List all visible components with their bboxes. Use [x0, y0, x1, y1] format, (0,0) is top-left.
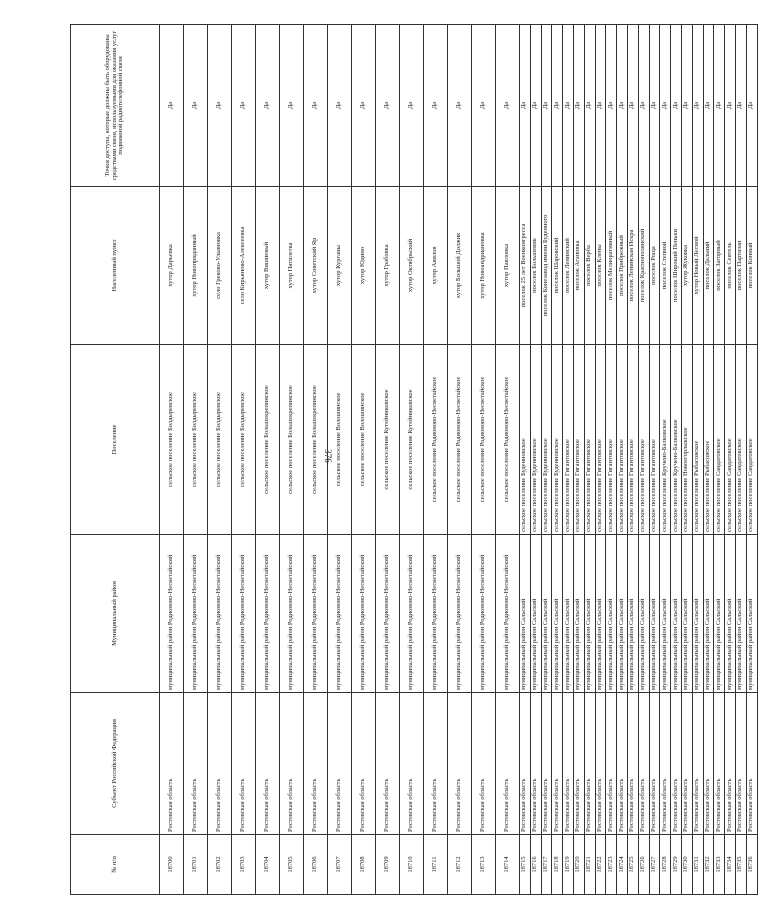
cell-locality: поселок Прибрежный — [617, 187, 628, 345]
table-row — [725, 25, 736, 895]
cell-settlement: сельское поселение Родионово-Несветайское — [472, 345, 496, 535]
table-row — [400, 25, 424, 895]
cell-subject: Ростовская область — [328, 693, 352, 835]
cell-subject: Ростовская область — [584, 693, 595, 835]
table-row — [595, 25, 606, 895]
cell-settlement: сельское поселение Болдыревское — [208, 345, 232, 535]
cell-district: муниципальный район Сальский — [606, 535, 617, 693]
cell-access-point: Да — [573, 25, 584, 187]
table-row — [573, 25, 584, 895]
cell-locality: хутор Вишневый — [256, 187, 280, 345]
cell-settlement: сельское поселение Болдыревское — [184, 345, 208, 535]
cell-settlement: сельское поселение Гигантовское — [595, 345, 606, 535]
cell-access-point: Да — [530, 25, 541, 187]
cell-access-point: Да — [638, 25, 649, 187]
cell-access-point: Да — [714, 25, 725, 187]
cell-settlement: сельское поселение Буденновское — [520, 345, 531, 535]
cell-district: муниципальный район Сальский — [541, 535, 552, 693]
cell-locality: поселок Шаровский — [552, 187, 563, 345]
table-row — [280, 25, 304, 895]
cell-subject: Ростовская область — [649, 693, 660, 835]
header-subject: Субъект Российской Федерации — [71, 693, 160, 835]
cell-subject: Ростовская область — [617, 693, 628, 835]
cell-district: муниципальный район Родионово-Несветайский — [208, 535, 232, 693]
cell-number: 18701 — [184, 835, 208, 895]
cell-number: 18700 — [160, 835, 184, 895]
cell-access-point: Да — [681, 25, 692, 187]
cell-settlement: сельское поселение Гигантовское — [563, 345, 574, 535]
cell-district: муниципальный район Сальский — [573, 535, 584, 693]
cell-locality: хутор Большой Должик — [448, 187, 472, 345]
cell-settlement: сельское поселение Сандатовское — [725, 345, 736, 535]
cell-settlement: сельское поселение Кутейниковское — [376, 345, 400, 535]
cell-locality: поселок Загорный — [714, 187, 725, 345]
cell-subject: Ростовская область — [606, 693, 617, 835]
cell-locality: хутор Жуковка — [681, 187, 692, 345]
cell-access-point: Да — [735, 25, 746, 187]
cell-number: 18709 — [376, 835, 400, 895]
cell-district: муниципальный район Родионово-Несветайский — [184, 535, 208, 693]
cell-number: 18736 — [746, 835, 757, 895]
cell-district: муниципальный район Родионово-Несветайский — [232, 535, 256, 693]
cell-access-point: Да — [563, 25, 574, 187]
cell-locality: хутор Пятилетка — [280, 187, 304, 345]
cell-access-point: Да — [280, 25, 304, 187]
table-row — [328, 25, 352, 895]
cell-locality: поселок Ленинская Искра — [627, 187, 638, 345]
cell-locality: поселок Мелиоративный — [606, 187, 617, 345]
cell-access-point: Да — [725, 25, 736, 187]
cell-number: 18714 — [496, 835, 520, 895]
cell-locality: хутор Дарьевка — [160, 187, 184, 345]
cell-settlement: сельское поселение Кутейниковское — [400, 345, 424, 535]
cell-district: муниципальный район Сальский — [584, 535, 595, 693]
cell-access-point: Да — [606, 25, 617, 187]
cell-settlement: сельское поселение Гигантовское — [638, 345, 649, 535]
cell-access-point: Да — [617, 25, 628, 187]
cell-access-point: Да — [424, 25, 448, 187]
table-row — [256, 25, 280, 895]
cell-settlement: сельское поселение Болдыревское — [232, 345, 256, 535]
table-row — [671, 25, 682, 895]
table-row — [714, 25, 725, 895]
cell-settlement: сельское поселение Родионово-Несветайское — [448, 345, 472, 535]
cell-number: 18719 — [563, 835, 574, 895]
table-row — [563, 25, 574, 895]
table-row — [584, 25, 595, 895]
cell-settlement: сельское поселение Большекрепинское — [256, 345, 280, 535]
cell-locality: поселок 25 лет Военконгресса — [520, 187, 531, 345]
cell-number: 18729 — [671, 835, 682, 895]
cell-subject: Ростовская область — [160, 693, 184, 835]
table-row — [735, 25, 746, 895]
table-row — [649, 25, 660, 895]
cell-access-point: Да — [448, 25, 472, 187]
cell-subject: Ростовская область — [671, 693, 682, 835]
cell-district: муниципальный район Сальский — [735, 535, 746, 693]
cell-locality: хутор Авилов — [424, 187, 448, 345]
table-row — [681, 25, 692, 895]
table-row — [208, 25, 232, 895]
cell-district: муниципальный район Сальский — [681, 535, 692, 693]
cell-settlement: сельское поселение Гигантовское — [573, 345, 584, 535]
cell-access-point: Да — [160, 25, 184, 187]
header-number: № п/п — [71, 835, 160, 895]
cell-access-point: Да — [304, 25, 328, 187]
cell-settlement: сельское поселение Большекрепинское — [304, 345, 328, 535]
cell-locality: хутор Советский Яр — [304, 187, 328, 345]
cell-locality: хутор Курганы — [328, 187, 352, 345]
cell-settlement: сельское поселение Рыбасовское — [703, 345, 714, 535]
cell-subject: Ростовская область — [520, 693, 531, 835]
cell-subject: Ростовская область — [496, 693, 520, 835]
table-row — [541, 25, 552, 895]
cell-settlement: сельское поселение Буденновское — [541, 345, 552, 535]
cell-locality: поселок Степной — [660, 187, 671, 345]
cell-subject: Ростовская область — [376, 693, 400, 835]
cell-access-point: Да — [627, 25, 638, 187]
cell-access-point: Да — [552, 25, 563, 187]
cell-subject: Ростовская область — [280, 693, 304, 835]
cell-district: муниципальный район Сальский — [520, 535, 531, 693]
cell-district: муниципальный район Родионово-Несветайский — [448, 535, 472, 693]
cell-number: 18716 — [530, 835, 541, 895]
cell-locality: село Греково-Ульяновка — [208, 187, 232, 345]
cell-subject: Ростовская область — [530, 693, 541, 835]
cell-subject: Ростовская область — [692, 693, 703, 835]
table-row — [472, 25, 496, 895]
cell-subject: Ростовская область — [681, 693, 692, 835]
cell-district: муниципальный район Сальский — [638, 535, 649, 693]
cell-settlement: сельское поселение Родионово-Несветайское — [496, 345, 520, 535]
cell-access-point: Да — [703, 25, 714, 187]
cell-number: 18717 — [541, 835, 552, 895]
cell-access-point: Да — [496, 25, 520, 187]
cell-access-point: Да — [660, 25, 671, 187]
table-row — [232, 25, 256, 895]
table-row — [304, 25, 328, 895]
cell-district: муниципальный район Сальский — [692, 535, 703, 693]
cell-settlement: сельское поселение Гигантовское — [606, 345, 617, 535]
cell-locality: поселок Сеятель — [725, 187, 736, 345]
cell-locality: хутор Октябрьский — [400, 187, 424, 345]
cell-number: 18710 — [400, 835, 424, 895]
cell-number: 18726 — [638, 835, 649, 895]
table-row — [520, 25, 531, 895]
cell-number: 18705 — [280, 835, 304, 895]
cell-number: 18718 — [552, 835, 563, 895]
cell-number: 18723 — [606, 835, 617, 895]
cell-access-point: Да — [352, 25, 376, 187]
header-row — [71, 25, 160, 895]
cell-locality: хутор Новоприданный — [184, 187, 208, 345]
cell-number: 18708 — [352, 835, 376, 895]
cell-district: муниципальный район Сальский — [617, 535, 628, 693]
cell-subject: Ростовская область — [746, 693, 757, 835]
cell-settlement: сельское поселение Новоегорлыкское — [681, 345, 692, 535]
cell-number: 18734 — [725, 835, 736, 895]
table-row — [638, 25, 649, 895]
cell-subject: Ростовская область — [725, 693, 736, 835]
table-row — [617, 25, 628, 895]
cell-number: 18721 — [584, 835, 595, 895]
cell-access-point: Да — [595, 25, 606, 187]
cell-settlement: сельское поселение Волошинское — [328, 345, 352, 535]
cell-settlement: сельское поселение Кручено-Балковское — [671, 345, 682, 535]
cell-number: 18720 — [573, 835, 584, 895]
table-row — [703, 25, 714, 895]
cell-number: 18728 — [660, 835, 671, 895]
cell-subject: Ростовская область — [472, 693, 496, 835]
table-row — [448, 25, 472, 895]
cell-access-point: Да — [746, 25, 757, 187]
table-row — [692, 25, 703, 895]
cell-district: муниципальный район Сальский — [627, 535, 638, 693]
cell-settlement: сельское поселение Большекрепинское — [280, 345, 304, 535]
cell-district: муниципальный район Сальский — [530, 535, 541, 693]
cell-access-point: Да — [376, 25, 400, 187]
cell-locality: поселок Роща — [649, 187, 660, 345]
cell-subject: Ростовская область — [627, 693, 638, 835]
cell-locality: поселок Ленинский — [563, 187, 574, 345]
cell-locality: поселок Партизан — [735, 187, 746, 345]
cell-number: 18735 — [735, 835, 746, 895]
cell-number: 18731 — [692, 835, 703, 895]
cell-subject: Ростовская область — [424, 693, 448, 835]
cell-number: 18732 — [703, 835, 714, 895]
cell-district: муниципальный район Сальский — [671, 535, 682, 693]
cell-settlement: сельское поселение Буденновское — [552, 345, 563, 535]
cell-settlement: сельское поселение Сандатовское — [735, 345, 746, 535]
cell-locality: хутор Новый Лесной — [692, 187, 703, 345]
cell-number: 18702 — [208, 835, 232, 895]
cell-locality: поселок Клены — [595, 187, 606, 345]
cell-access-point: Да — [256, 25, 280, 187]
cell-subject: Ростовская область — [208, 693, 232, 835]
table-row — [160, 25, 184, 895]
cell-subject: Ростовская область — [552, 693, 563, 835]
cell-district: муниципальный район Сальский — [660, 535, 671, 693]
cell-locality: поселок Большевик — [530, 187, 541, 345]
cell-number: 18713 — [472, 835, 496, 895]
cell-access-point: Да — [328, 25, 352, 187]
cell-number: 18727 — [649, 835, 660, 895]
cell-subject: Ростовская область — [703, 693, 714, 835]
cell-district: муниципальный район Родионово-Несветайский — [400, 535, 424, 693]
cell-settlement: сельское поселение Болдыревское — [160, 345, 184, 535]
cell-access-point: Да — [649, 25, 660, 187]
cell-number: 18730 — [681, 835, 692, 895]
cell-number: 18724 — [617, 835, 628, 895]
cell-number: 18707 — [328, 835, 352, 895]
cell-number: 18725 — [627, 835, 638, 895]
cell-district: муниципальный район Сальский — [714, 535, 725, 693]
table-row — [606, 25, 617, 895]
table-body — [160, 25, 758, 895]
cell-district: муниципальный район Родионово-Несветайский — [280, 535, 304, 693]
cell-subject: Ростовская область — [638, 693, 649, 835]
cell-settlement: сельское поселение Волошинское — [352, 345, 376, 535]
cell-district: муниципальный район Сальский — [703, 535, 714, 693]
cell-subject: Ростовская область — [541, 693, 552, 835]
cell-number: 18711 — [424, 835, 448, 895]
table-row — [352, 25, 376, 895]
header-access-point: Точки доступа, которые должны быть оборудованы средствами связи, используемыми для оказания услуг подвижной радиотелефонной связи — [71, 25, 160, 187]
cell-access-point: Да — [208, 25, 232, 187]
cell-access-point: Да — [541, 25, 552, 187]
cell-locality: хутор Юдино — [352, 187, 376, 345]
cell-locality: село Кирьяново-Алексеевка — [232, 187, 256, 345]
cell-access-point: Да — [400, 25, 424, 187]
cell-subject: Ростовская область — [400, 693, 424, 835]
cell-access-point: Да — [232, 25, 256, 187]
cell-district: муниципальный район Родионово-Несветайский — [496, 535, 520, 693]
cell-number: 18733 — [714, 835, 725, 895]
page-number: 376 — [323, 449, 333, 463]
cell-subject: Ростовская область — [660, 693, 671, 835]
cell-settlement: сельское поселение Рыбасовское — [692, 345, 703, 535]
cell-locality: поселок Краснополянский — [638, 187, 649, 345]
cell-subject: Ростовская область — [352, 693, 376, 835]
cell-settlement: сельское поселение Кручено-Балковское — [660, 345, 671, 535]
cell-locality: поселок Дальний — [703, 187, 714, 345]
cell-district: муниципальный район Родионово-Несветайский — [376, 535, 400, 693]
cell-settlement: сельское поселение Буденновское — [530, 345, 541, 535]
cell-subject: Ростовская область — [232, 693, 256, 835]
cell-settlement: сельское поселение Гигантовское — [627, 345, 638, 535]
table-row — [552, 25, 563, 895]
cell-locality: поселок Верба — [584, 187, 595, 345]
cell-subject: Ростовская область — [256, 693, 280, 835]
cell-subject: Ростовская область — [304, 693, 328, 835]
table-row — [530, 25, 541, 895]
cell-access-point: Да — [520, 25, 531, 187]
cell-number: 18722 — [595, 835, 606, 895]
cell-district: муниципальный район Сальский — [595, 535, 606, 693]
table-row — [746, 25, 757, 895]
cell-district: муниципальный район Сальский — [725, 535, 736, 693]
cell-settlement: сельское поселение Гигантовское — [649, 345, 660, 535]
cell-settlement: сельское поселение Гигантовское — [584, 345, 595, 535]
cell-district: муниципальный район Родионово-Несветайский — [352, 535, 376, 693]
table-row — [660, 25, 671, 895]
cell-number: 18703 — [232, 835, 256, 895]
cell-access-point: Да — [584, 25, 595, 187]
table-row — [376, 25, 400, 895]
cell-subject: Ростовская область — [573, 693, 584, 835]
cell-district: муниципальный район Родионово-Несветайский — [256, 535, 280, 693]
cell-number: 18712 — [448, 835, 472, 895]
cell-subject: Ростовская область — [595, 693, 606, 835]
cell-district: муниципальный район Сальский — [746, 535, 757, 693]
cell-district: муниципальный район Сальский — [563, 535, 574, 693]
cell-subject: Ростовская область — [448, 693, 472, 835]
cell-district: муниципальный район Родионово-Несветайский — [160, 535, 184, 693]
header-settlement: Поселение — [71, 345, 160, 535]
cell-access-point: Да — [671, 25, 682, 187]
cell-subject: Ростовская область — [184, 693, 208, 835]
cell-locality: поселок Широкий Пеньки — [671, 187, 682, 345]
cell-locality: хутор Новоандриановка — [472, 187, 496, 345]
table-container — [70, 25, 755, 895]
header-district: Муниципальный район — [71, 535, 160, 693]
cell-subject: Ростовская область — [563, 693, 574, 835]
cell-district: муниципальный район Сальский — [552, 535, 563, 693]
cell-locality: хутор Грабовка — [376, 187, 400, 345]
cell-district: муниципальный район Родионово-Несветайский — [304, 535, 328, 693]
cell-district: муниципальный район Родионово-Несветайский — [472, 535, 496, 693]
cell-settlement: сельское поселение Сандатовское — [746, 345, 757, 535]
cell-settlement: сельское поселение Родионово-Несветайское — [424, 345, 448, 535]
table-row — [184, 25, 208, 895]
registry-table — [70, 24, 758, 895]
header-locality: Населенный пункт — [71, 187, 160, 345]
cell-access-point: Да — [692, 25, 703, 187]
table-row — [424, 25, 448, 895]
cell-locality: поселок Агаповка — [573, 187, 584, 345]
cell-number: 18704 — [256, 835, 280, 895]
cell-district: муниципальный район Родионово-Несветайский — [424, 535, 448, 693]
cell-district: муниципальный район Родионово-Несветайский — [328, 535, 352, 693]
cell-settlement: сельское поселение Сандатовское — [714, 345, 725, 535]
table-row — [627, 25, 638, 895]
cell-locality: поселок Конезавод имени Буденного — [541, 187, 552, 345]
cell-access-point: Да — [472, 25, 496, 187]
cell-number: 18715 — [520, 835, 531, 895]
cell-subject: Ростовская область — [735, 693, 746, 835]
cell-locality: хутор Павловка — [496, 187, 520, 345]
cell-settlement: сельское поселение Гигантовское — [617, 345, 628, 535]
cell-subject: Ростовская область — [714, 693, 725, 835]
cell-district: муниципальный район Сальский — [649, 535, 660, 693]
cell-access-point: Да — [184, 25, 208, 187]
cell-locality: поселок Конный — [746, 187, 757, 345]
cell-number: 18706 — [304, 835, 328, 895]
table-row — [496, 25, 520, 895]
table-header — [71, 25, 160, 895]
